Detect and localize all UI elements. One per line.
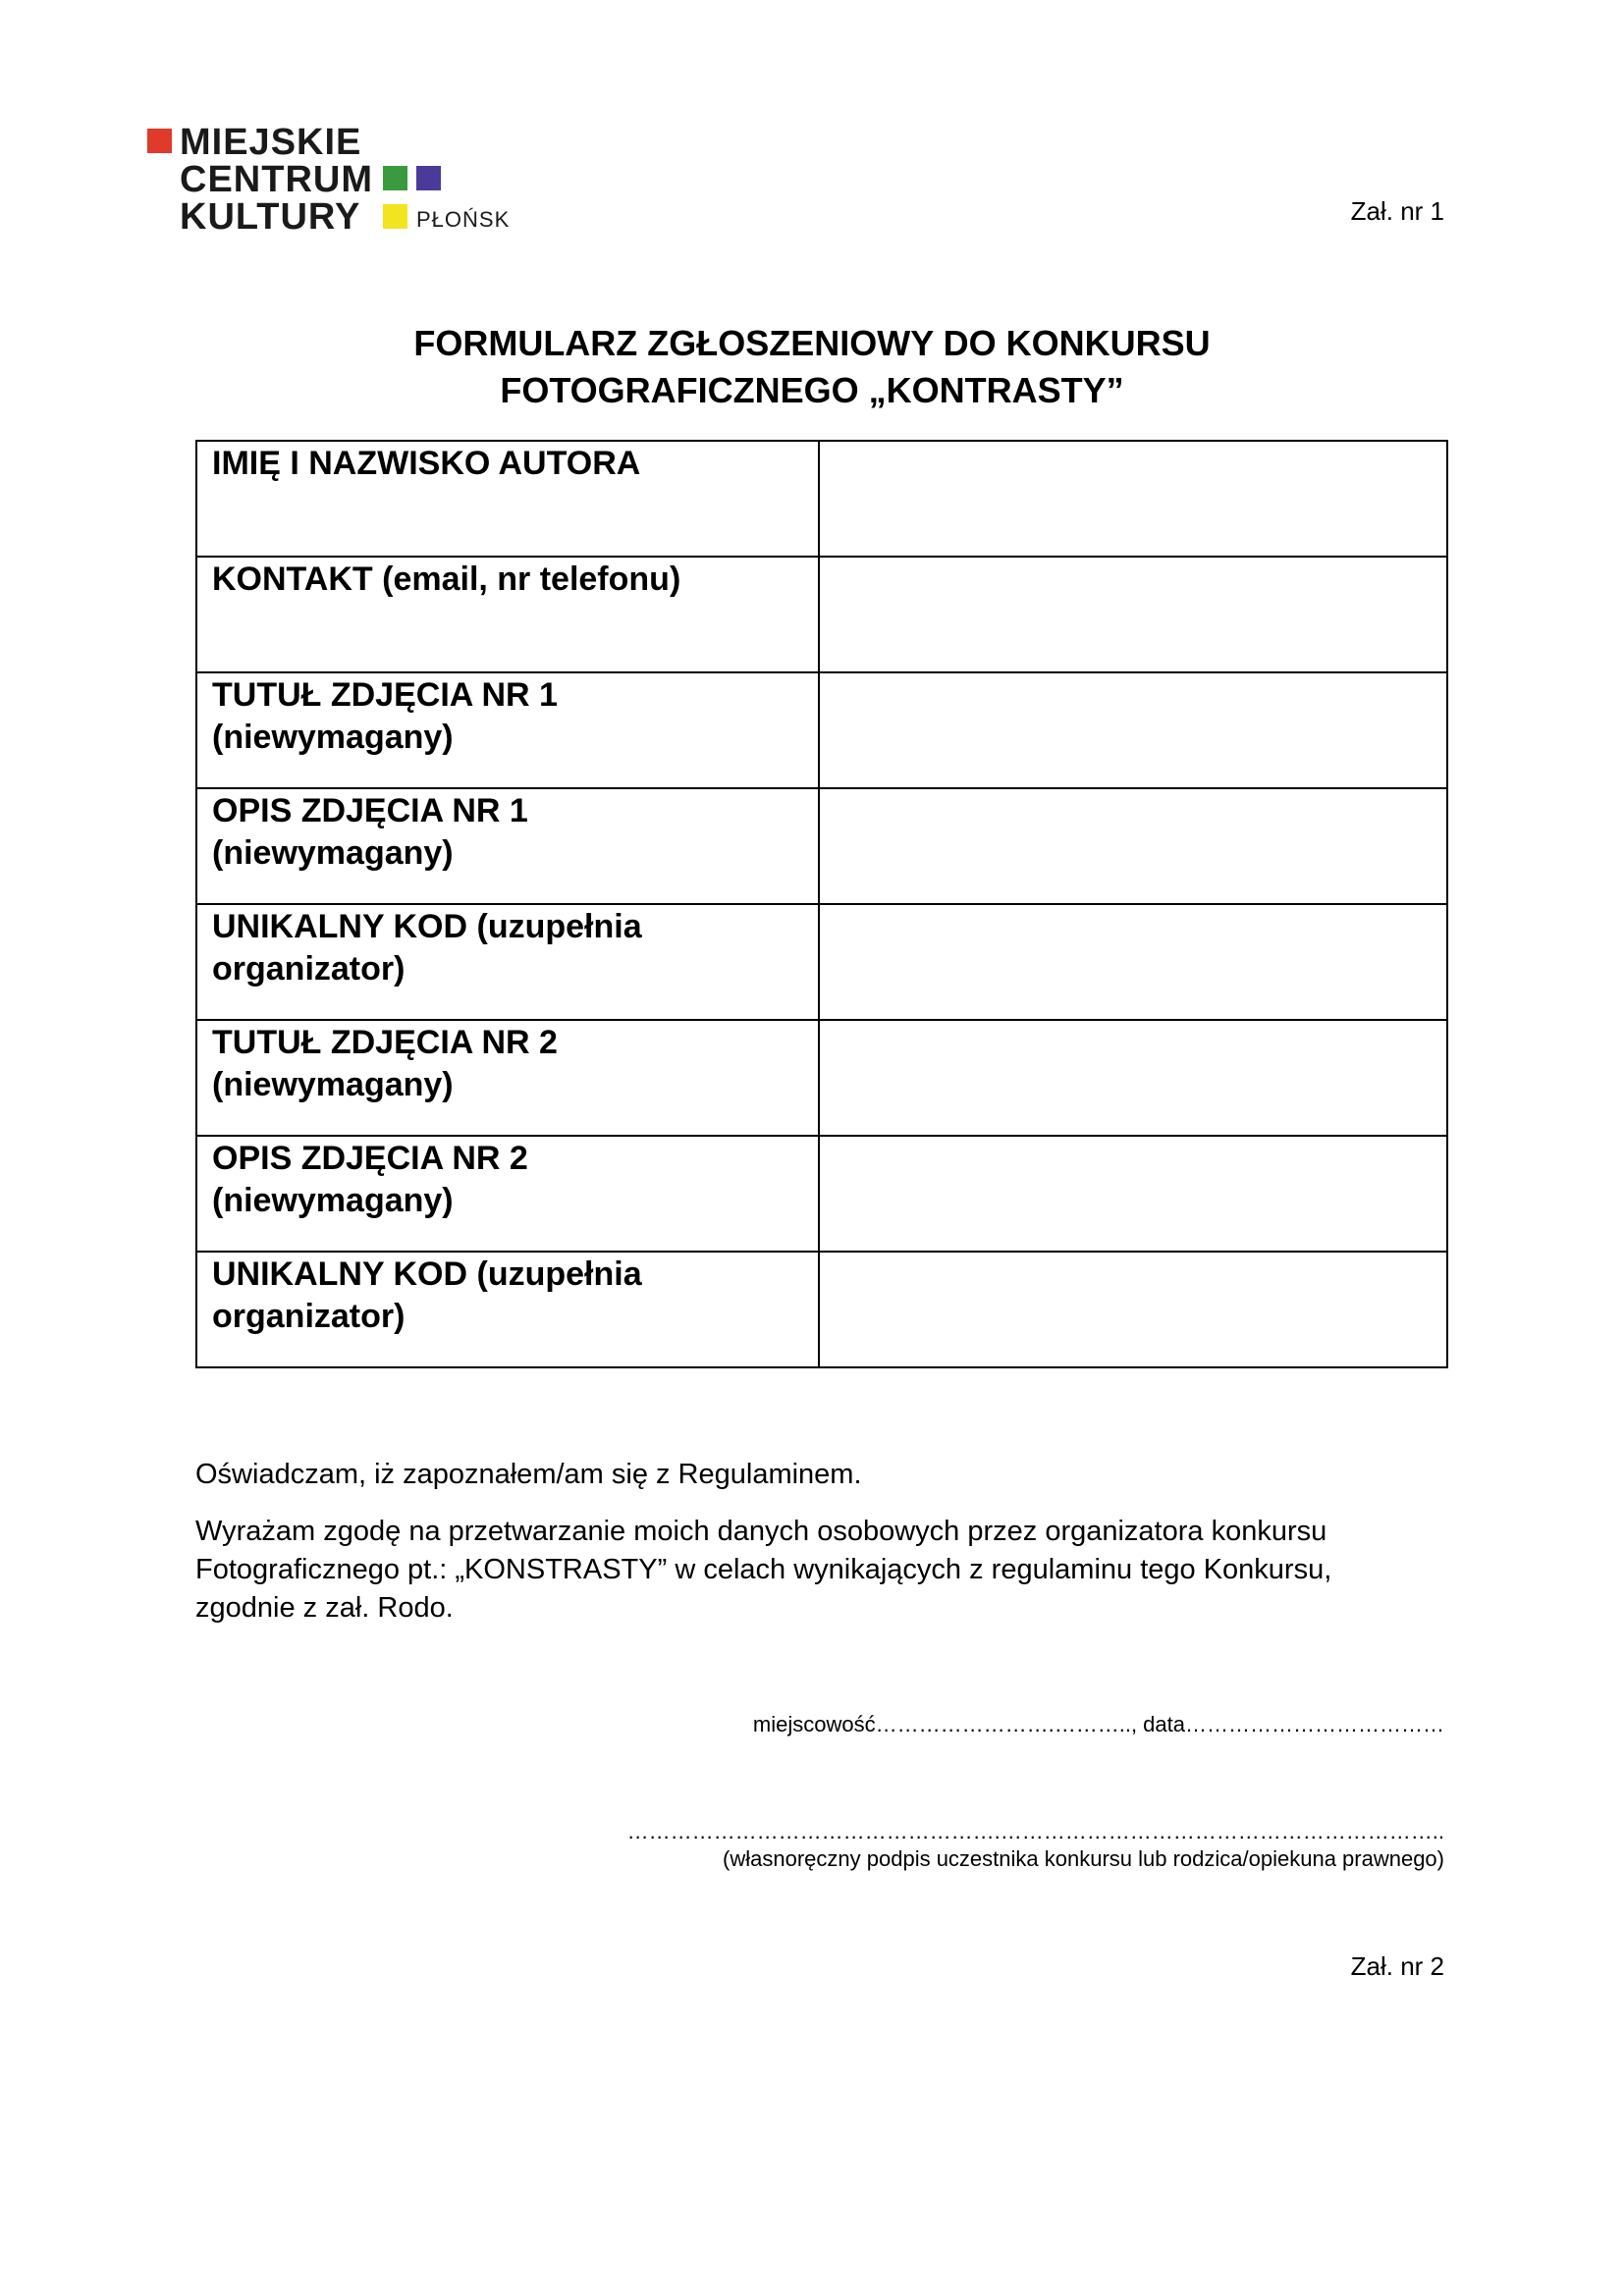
consent-line-3: zgodnie z zał. Rodo. — [195, 1592, 454, 1624]
statement-text: Oświadczam, iż zapoznałem/am się z Regulaminem. — [195, 1459, 862, 1490]
form-title-line-2: FOTOGRAFICZNEGO „KONTRASTY” — [500, 370, 1124, 410]
form-row-label-line-1: UNIKALNY KOD (uzupełnia — [212, 908, 642, 945]
form-row-value-field[interactable] — [819, 1136, 1447, 1252]
form-row-label — [196, 441, 819, 557]
form-row-value-field[interactable] — [819, 788, 1447, 904]
form-row-label — [196, 1136, 819, 1252]
attachment-label-top: Zał. nr 1 — [1350, 196, 1444, 226]
form-title — [147, 320, 1477, 414]
form-row-label — [196, 672, 819, 788]
form-row — [196, 1136, 1447, 1252]
logo-red-square — [147, 129, 172, 153]
form-row-value-field[interactable] — [819, 441, 1447, 557]
form-row-label-line-1: TUTUŁ ZDJĘCIA NR 1 — [212, 676, 558, 714]
logo-line-3: KULTURY — [180, 196, 361, 238]
form-row — [196, 672, 1447, 788]
form-row-label — [196, 1020, 819, 1136]
form-row-label-line-1: IMIĘ I NAZWISKO AUTORA — [212, 445, 641, 482]
application-form-table — [195, 440, 1448, 1368]
form-row-label-line-2: organizator) — [212, 950, 406, 988]
form-row-label-line-1: KONTAKT (email, nr telefonu) — [212, 561, 681, 598]
logo-line-2: CENTRUM — [180, 159, 373, 200]
form-row — [196, 788, 1447, 904]
form-row — [196, 1252, 1447, 1367]
form-row-label — [196, 1252, 819, 1367]
attachment-label-bottom: Zał. nr 2 — [1350, 1951, 1444, 1981]
form-row-value-field[interactable] — [819, 557, 1447, 672]
form-row-value-field[interactable] — [819, 904, 1447, 1020]
form-row-label — [196, 788, 819, 904]
form-row-label-line-2: (niewymagany) — [212, 1066, 454, 1103]
form-row — [196, 904, 1447, 1020]
form-row-label-line-2: (niewymagany) — [212, 1182, 454, 1219]
logo-green-square — [383, 166, 407, 190]
consent-line-1: Wyrażam zgodę na przetwarzanie moich danych osobowych przez organizatora konkursu — [195, 1516, 1327, 1547]
form-row-label — [196, 904, 819, 1020]
form-row — [196, 557, 1447, 672]
form-row-value-field[interactable] — [819, 1252, 1447, 1367]
logo-purple-square — [416, 166, 441, 190]
form-row-value-field[interactable] — [819, 672, 1447, 788]
consent-text — [195, 1513, 1462, 1628]
form-row-value-field[interactable] — [819, 1020, 1447, 1136]
form-row-label-line-1: UNIKALNY KOD (uzupełnia — [212, 1255, 642, 1293]
form-row — [196, 441, 1447, 557]
signature-caption: (własnoręczny podpis uczestnika konkursu lub rodzica/opiekuna prawnego) — [723, 1846, 1444, 1871]
form-row — [196, 1020, 1447, 1136]
consent-line-2: Fotograficznego pt.: „KONSTRASTY” w celach wynikających z regulaminu tego Konkursu, — [195, 1554, 1332, 1585]
form-row-label-line-2: (niewymagany) — [212, 719, 454, 756]
form-row-label-line-1: OPIS ZDJĘCIA NR 2 — [212, 1140, 528, 1177]
place-date-line: miejscowość…………………….……….., data……………………………… — [752, 1712, 1444, 1736]
form-row-label-line-1: TUTUŁ ZDJĘCIA NR 2 — [212, 1024, 558, 1061]
form-row-label — [196, 557, 819, 672]
form-row-label-line-1: OPIS ZDJĘCIA NR 1 — [212, 792, 528, 829]
logo-line-1: MIEJSKIE — [180, 122, 362, 163]
logo-city: PŁOŃSK — [416, 207, 511, 232]
form-row-label-line-2: organizator) — [212, 1298, 406, 1335]
form-row-label-line-2: (niewymagany) — [212, 834, 454, 872]
logo — [147, 124, 540, 241]
signature-dotted-line: …………………………………………….…………………………………………………….. — [626, 1819, 1444, 1843]
form-title-line-1: FORMULARZ ZGŁOSZENIOWY DO KONKURSU — [413, 323, 1211, 363]
logo-yellow-square — [383, 204, 407, 229]
